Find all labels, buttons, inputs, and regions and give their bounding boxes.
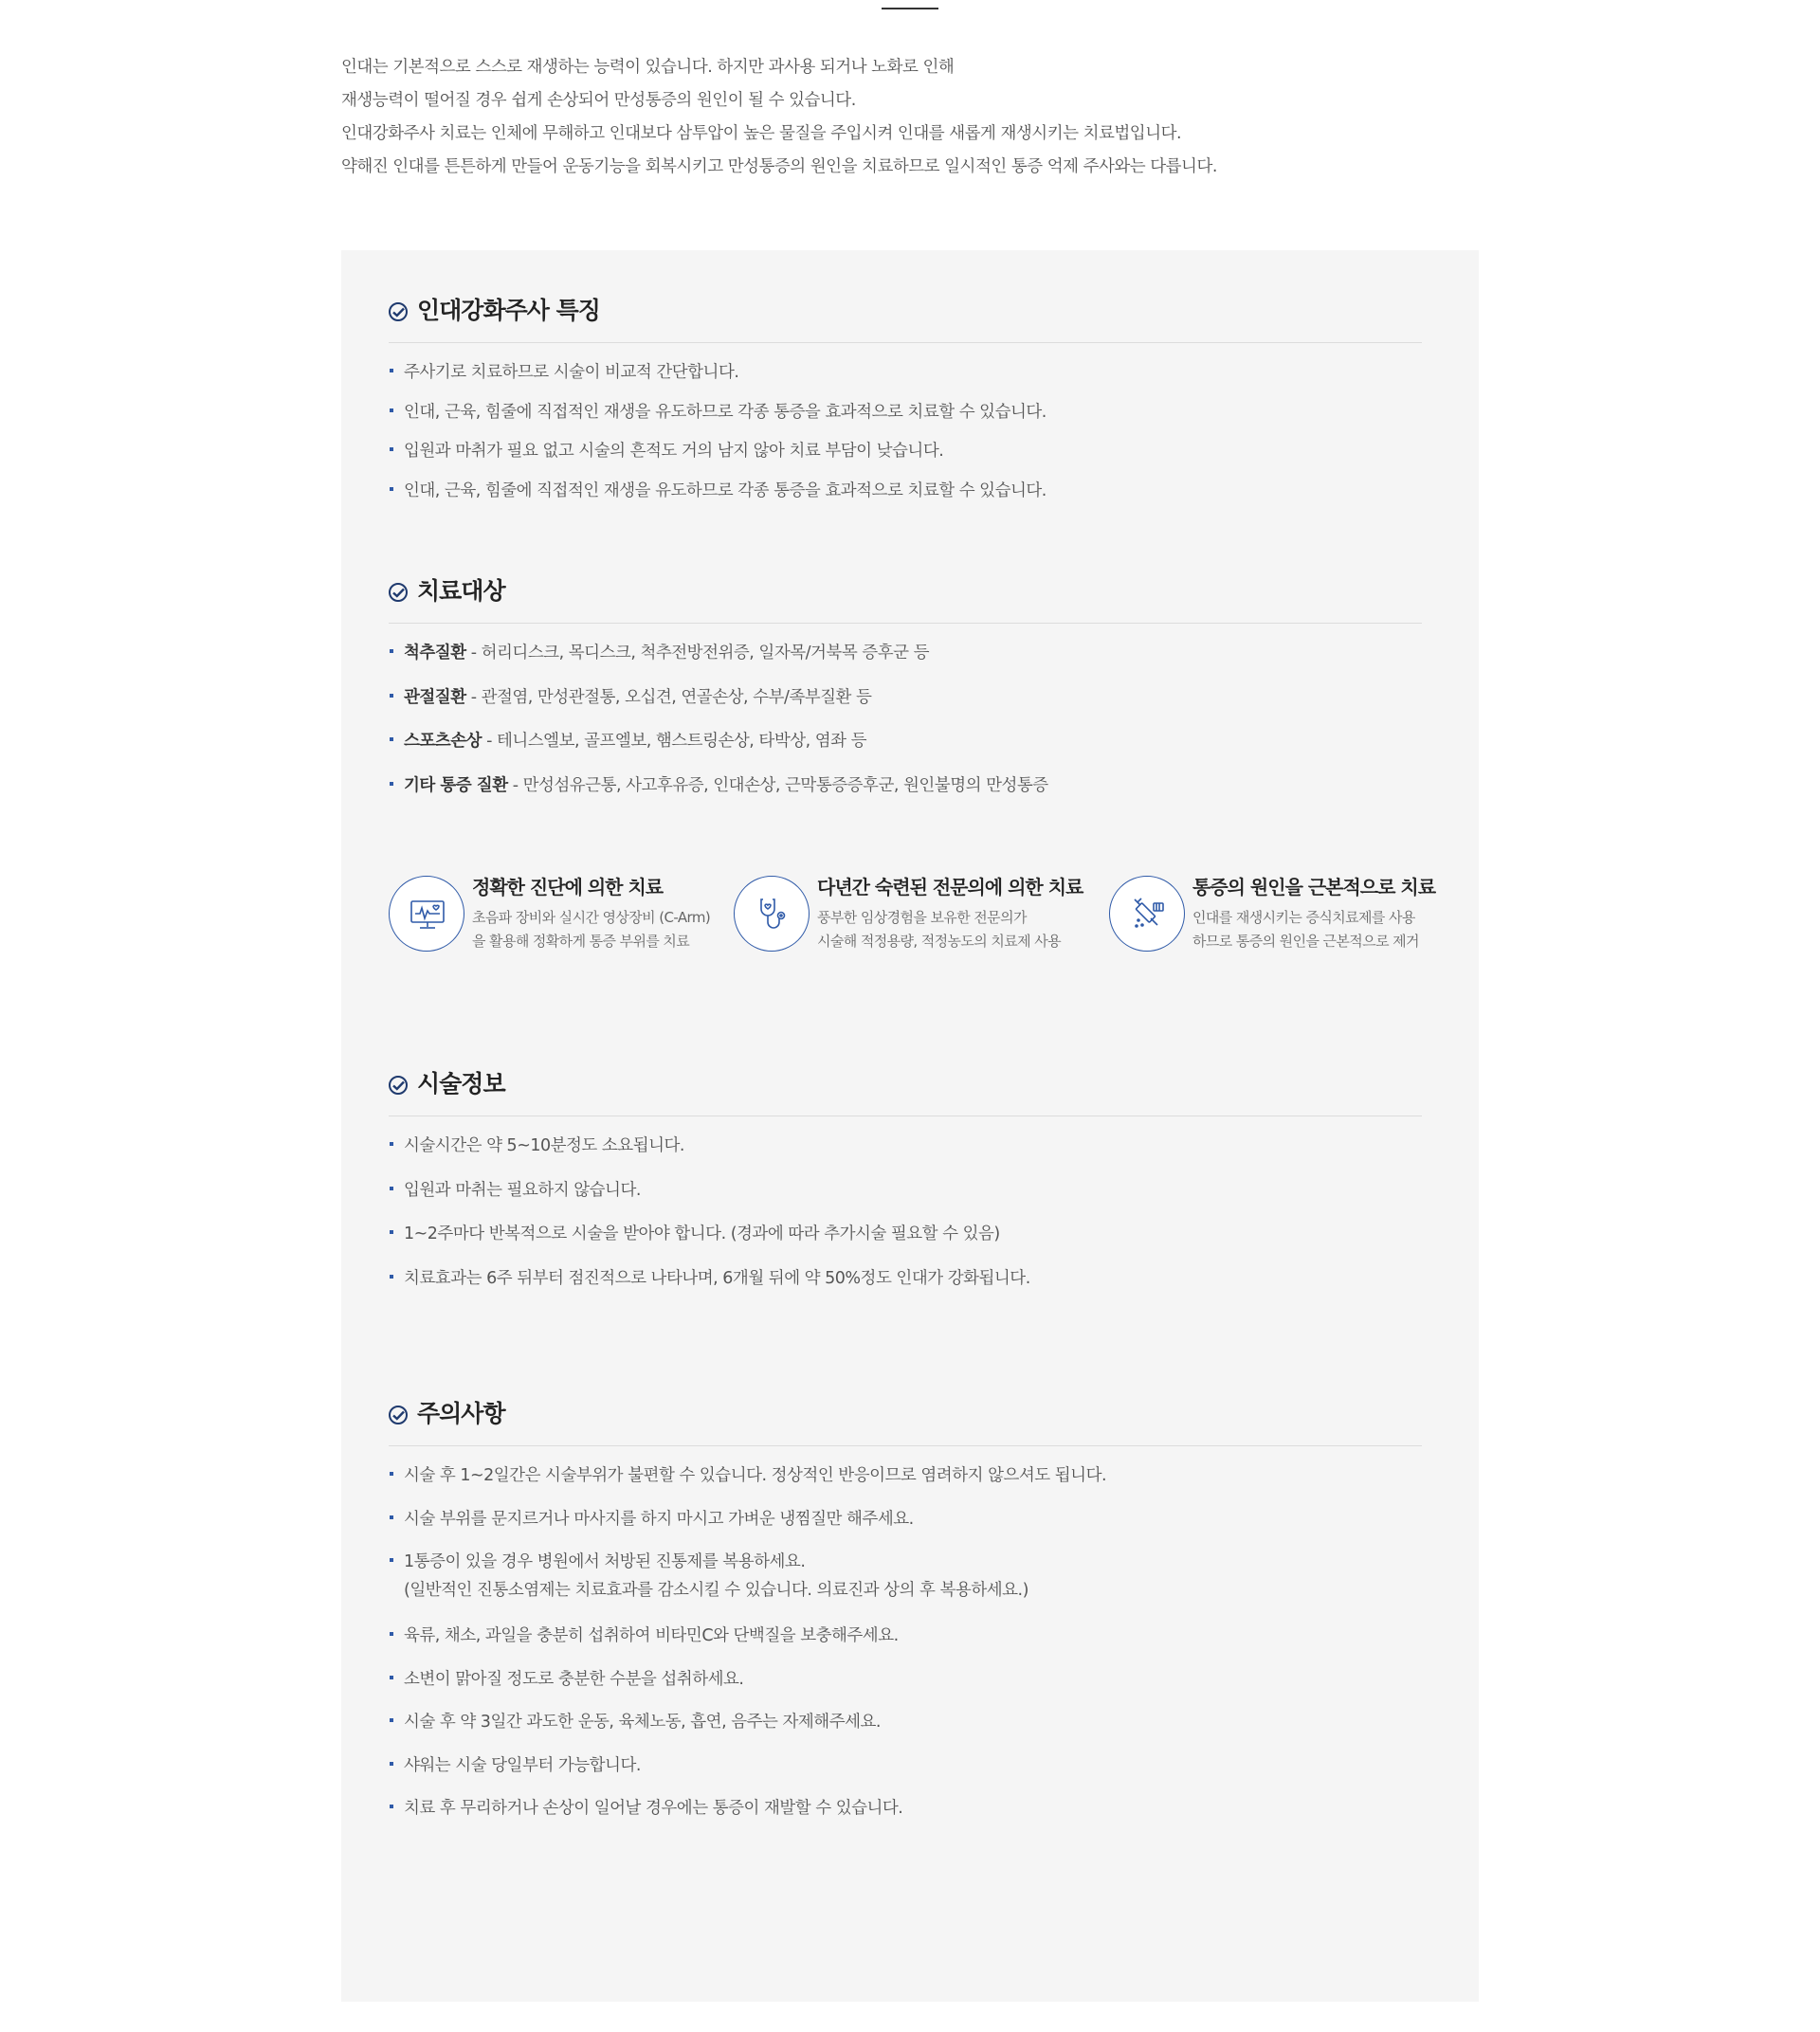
syringe-icon [1109, 876, 1185, 952]
features-list [389, 358, 1431, 516]
check-circle-icon [389, 1076, 408, 1095]
list-item: 입원과 마취는 필요하지 않습니다. [389, 1176, 1431, 1221]
list-item: 육류, 채소, 과일을 충분히 섭취하여 비타민C와 단백질을 보충해주세요. [389, 1622, 1431, 1665]
list-item: 1~2주마다 반복적으로 시술을 받아야 합니다. (경과에 따라 추가시술 필요할 수 있음) [389, 1220, 1431, 1264]
list-item: 관절질환 - 관절염, 만성관절통, 오십견, 연골손상, 수부/족부질환 등 [389, 683, 1431, 728]
list-item: 시술 부위를 문지르거나 마사지를 하지 마시고 가벼운 냉찜질만 해주세요. [389, 1505, 1431, 1549]
section-heading: 치료대상 [417, 577, 505, 605]
list-item: 1통증이 있을 경우 병원에서 처방된 진통제를 복용하세요. (일반적인 진통소염제는 치료효과를 감소시킬 수 있습니다. 의료진과 상의 후 복용하세요.) [389, 1548, 1431, 1622]
section-title-features [389, 288, 1422, 343]
top-divider [882, 8, 938, 9]
strength-desc: 인대를 재생시키는 증식치료제를 사용 하므로 통증의 원인을 근본적으로 제거 [1192, 909, 1419, 950]
list-item: 치료효과는 6주 뒤부터 점진적으로 나타나며, 6개월 뒤에 약 50%정도 인대가 강화됩니다. [389, 1264, 1431, 1309]
targets-list [389, 639, 1431, 815]
list-item: 입원과 마취가 필요 없고 시술의 흔적도 거의 남지 않아 치료 부담이 낮습니다. [389, 437, 1431, 477]
list-item: 시술 후 1~2일간은 시술부위가 불편할 수 있습니다. 정상적인 반응이므로 염려하지 않으셔도 됩니다. [389, 1461, 1431, 1505]
strength-desc: 초음파 장비와 실시간 영상장비 (C-Arm) 을 활용해 정확하게 통증 부위를 치료 [472, 909, 711, 950]
list-item: 시술 후 약 3일간 과도한 운동, 육체노동, 흡연, 음주는 자제해주세요. [389, 1708, 1431, 1751]
procedure-list [389, 1132, 1431, 1308]
section-heading: 주의사항 [417, 1400, 505, 1427]
intro-line: 인대는 기본적으로 스스로 재생하는 능력이 있습니다. 하지만 과사용 되거나 노화로 인해 [341, 58, 955, 77]
section-heading: 인대강화주사 특징 [417, 297, 600, 324]
intro-line: 재생능력이 떨어질 경우 쉽게 손상되어 만성통증의 원인이 될 수 있습니다. [341, 91, 856, 110]
strength-highlights [389, 872, 1469, 957]
intro-text [341, 51, 1479, 184]
strength-title: 다년간 숙련된 전문의에 의한 치료 [817, 876, 1083, 898]
info-panel [341, 250, 1479, 2002]
section-title-targets [389, 569, 1422, 624]
list-item: 주사기로 치료하므로 시술이 비교적 간단합니다. [389, 358, 1431, 398]
intro-line: 약해진 인대를 튼튼하게 만들어 운동기능을 회복시키고 만성통증의 원인을 치료하므로 일시적인 통증 억제 주사와는 다릅니다. [341, 157, 1217, 176]
strength-desc: 풍부한 임상경험을 보유한 전문의가 시술해 적정용량, 적정농도의 치료제 사용 [817, 909, 1061, 950]
section-title-procedure [389, 1061, 1422, 1116]
check-circle-icon [389, 302, 408, 321]
list-item: 샤워는 시술 당일부터 가능합니다. [389, 1751, 1431, 1795]
intro-line: 인대강화주사 치료는 인체에 무해하고 인대보다 삼투압이 높은 물질을 주입시켜 인대를 새롭게 재생시키는 치료법입니다. [341, 124, 1182, 143]
list-item: 스포츠손상 - 테니스엘보, 골프엘보, 햄스트링손상, 타박상, 염좌 등 [389, 727, 1431, 771]
list-item: 시술시간은 약 5~10분정도 소요됩니다. [389, 1132, 1431, 1176]
list-item: 척추질환 - 허리디스크, 목디스크, 척추전방전위증, 일자목/거북목 증후군 등 [389, 639, 1431, 683]
section-title-cautions [389, 1391, 1422, 1446]
list-item: 소변이 맑아질 정도로 충분한 수분을 섭취하세요. [389, 1665, 1431, 1709]
strength-title: 정확한 진단에 의한 치료 [472, 876, 664, 898]
list-item: 기타 통증 질환 - 만성섬유근통, 사고후유증, 인대손상, 근막통증증후군, 원인불명의 만성통증 [389, 771, 1431, 816]
list-item: 인대, 근육, 힘줄에 직접적인 재생을 유도하므로 각종 통증을 효과적으로 치료할 수 있습니다. [389, 398, 1431, 438]
stethoscope-icon [734, 876, 810, 952]
list-item: 치료 후 무리하거나 손상이 일어날 경우에는 통증이 재발할 수 있습니다. [389, 1794, 1431, 1838]
list-item: 인대, 근육, 힘줄에 직접적인 재생을 유도하므로 각종 통증을 효과적으로 치료할 수 있습니다. [389, 477, 1431, 517]
monitor-icon [389, 876, 464, 952]
cautions-list [389, 1461, 1431, 1838]
section-heading: 시술정보 [417, 1070, 505, 1098]
strength-title: 통증의 원인을 근본적으로 치료 [1192, 876, 1436, 898]
check-circle-icon [389, 583, 408, 602]
check-circle-icon [389, 1406, 408, 1424]
